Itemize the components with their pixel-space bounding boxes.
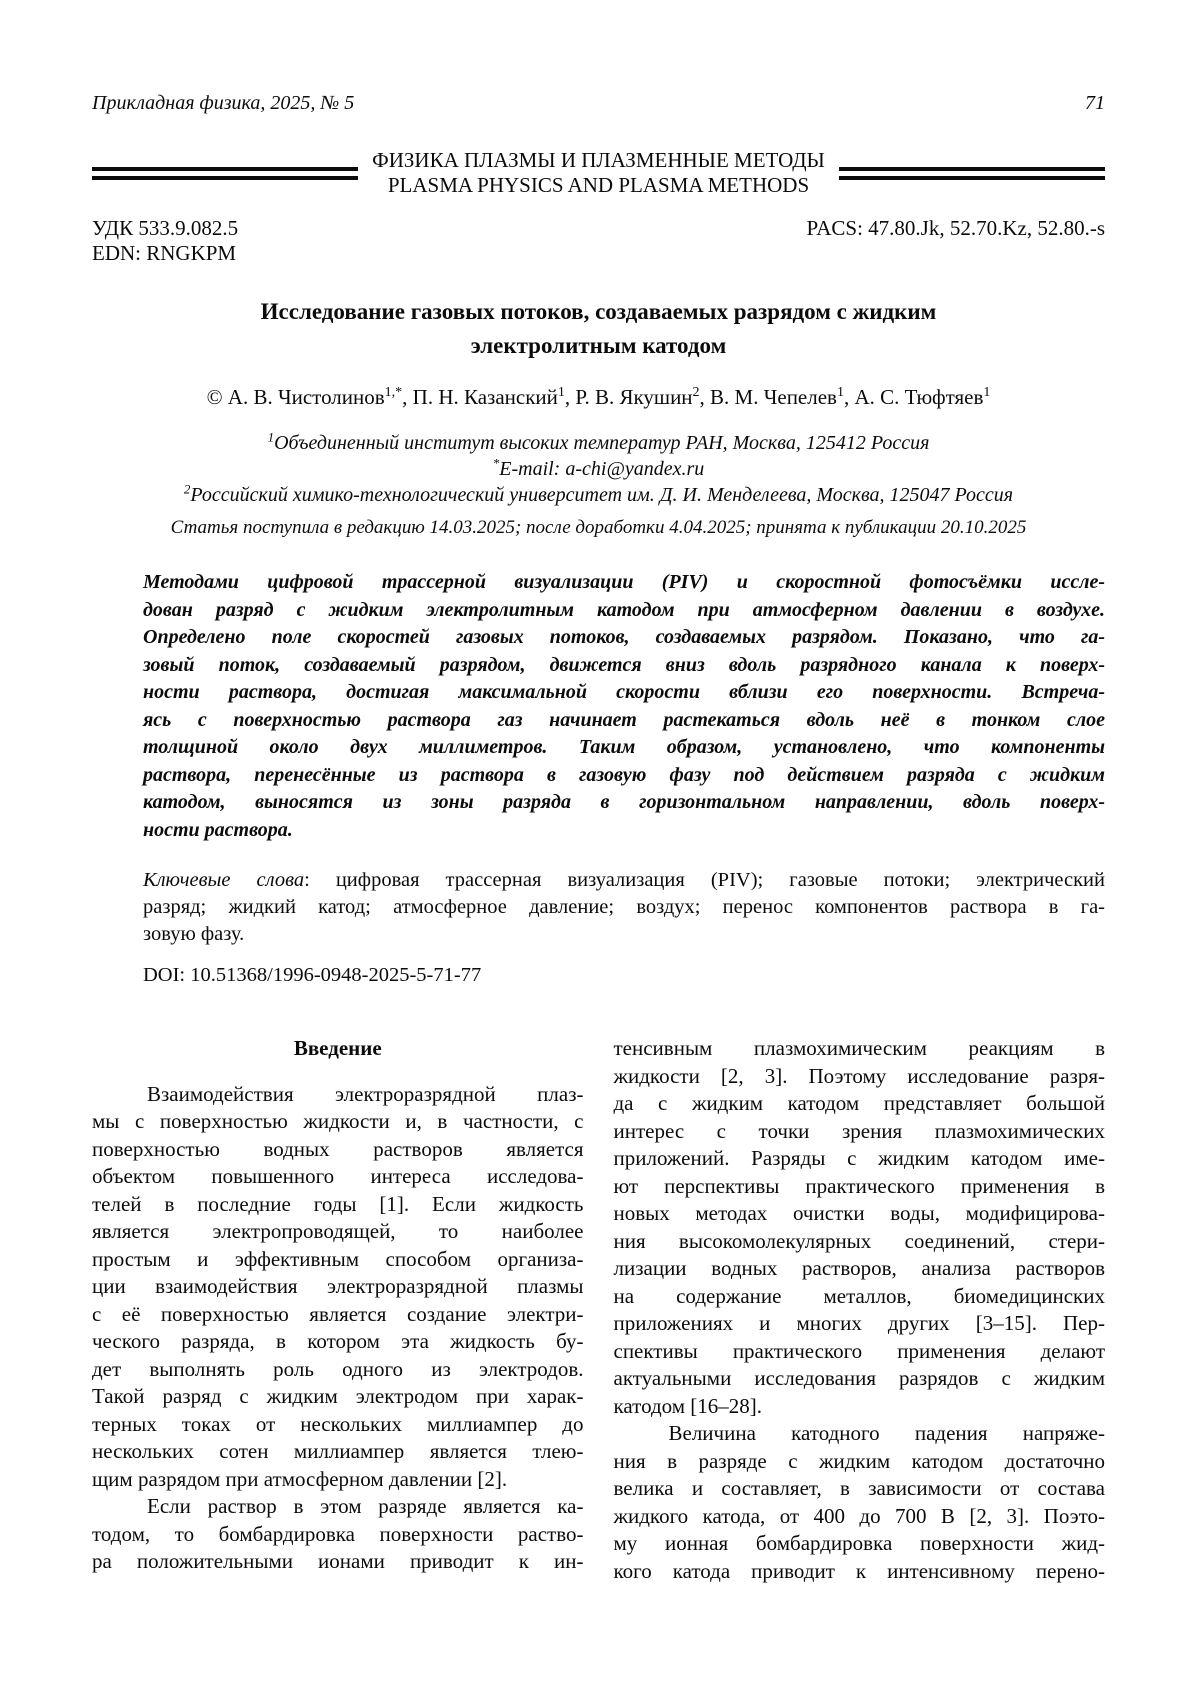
article-title-line-2: электролитным катодом [470,333,727,358]
author-name: А. В. Чистолинов [227,385,385,409]
paragraph: Взаимодействия электроразрядной плаз- мы с поверхностью жидкости и, в частности, с поверхностью водных растворов является объектом повышенного интереса исследова- телей в последние годы [1]. Если жидкость является электропроводящей, то наиболее простым и эффективным способом организа- ции взаимодействия электроразрядной плазмы с её поверхностью является создание электри- ческого разряда, в котором эта жидкость бу- дет выполнять роль одного из электродов. Такой разряд с жидким электродом при харак- терных токах от нескольких миллиампер до нескольких сотен миллиампер является тлею- щим разрядом при атмосферном давлении [2]. [92,1081,584,1491]
author-sup: 2 [692,385,700,400]
affiliations [92,430,1105,508]
article-title-line-1: Исследование газовых потоков, создаваемых разрядом с жидким [260,299,937,324]
banner-rule-left [92,167,358,180]
intro-heading: Введение [293,1036,382,1060]
keywords-lead: Ключевые слова [143,869,305,891]
email-line: *E-mail: a-chi@yandex.ru [492,455,705,480]
body-columns [92,1035,1105,1585]
page-number: 71 [1085,92,1105,114]
author-name: П. Н. Казанский [412,385,558,409]
codes-left [92,216,238,266]
paragraph: тенсивным плазмохимическим реакциям в жидкости [2, 3]. Поэтому исследование разря- да с жидким катодом представляет большой интерес с точки зрения плазмохимических приложений. Разряды с жидким катодом име- ют перспективы практического применения в новых методах очистки воды, модифицирова- ния высокомолекулярных соединений, стери- лизации водных растворов, анализа растворов на содержание металлов, биомедицинских приложениях и многих других [3–15]. Пер- спективы практического применения делают актуальными исследования разрядов с жидким катодом [16–28]. [613,1036,1105,1418]
left-column [92,1035,584,1585]
paragraph: Если раствор в этом разряде является ка- тодом, то бомбардировка поверхности раство- ра положительными ионами приводит к ин- [92,1494,584,1573]
section-banner-text [372,148,825,198]
author-name: А. С. Тюфтяев [854,385,984,409]
abstract-text: Методами цифровой трассерной визуализации (PIV) и скоростной фотосъёмки иссле- дован разряд с жидким электролитным катодом при атмосферном давлении в воздухе. Определено поле скоростей газовых потоков, создаваемых разрядом. Показано, что га- зовый поток, создаваемый разрядом, движется вниз вдоль разрядного канала к поверх- ности раствора, достигая максимальной скорости вблизи его поверхности. Встреча- ясь с поверхностью раствора газ начинает растекаться вдоль неё в тонком слое толщиной около двух миллиметров. Таким образом, установлено, что компоненты раствора, перенесённые из раствора в газовую фазу под действием разряда с жидким катодом, выносятся из зоны разряда в горизонтальном направлении, вдоль поверх- ности раствора. [143,571,1105,841]
author-separator: , [699,385,711,409]
right-column [614,1035,1106,1585]
affiliation-sup: 2 [183,481,191,497]
author-name: В. М. Чепелев [710,385,837,409]
affiliation-2: $^2$Российский химико-технологический университет им. Д. И. Менделеева, Москва, 125047 Россия [183,481,1014,506]
running-header [92,90,1105,116]
author-sup: 1,* [384,385,403,400]
author-sup: 1 [557,385,565,400]
codes-row [92,216,1105,266]
edn-code: EDN: RNGKPM [92,241,237,265]
author-sup: 1 [983,385,991,400]
section-banner [92,148,1105,198]
received-line: Статья поступила в редакцию 14.03.2025; после доработки 4.04.2025; принята к публикации 20.10.2025 [170,517,1027,538]
email-sup: * [492,455,500,471]
banner-rule-right [839,167,1105,180]
article-title [92,295,1105,363]
udk-code: УДК 533.9.082.5 [92,216,239,240]
author-name: Р. В. Якушин [575,385,693,409]
copyright-sign: © [206,385,228,409]
author-sup: 1 [836,385,844,400]
section-title-ru: ФИЗИКА ПЛАЗМЫ И ПЛАЗМЕННЫЕ МЕТОДЫ [372,148,825,172]
authors-line [92,383,1105,411]
journal-title: Прикладная физика, 2025, № 5 [92,92,355,114]
author-separator: , [402,385,413,409]
pacs-code: PACS: 47.80.Jk, 52.70.Kz, 52.80.-s [806,216,1105,240]
doi-line: DOI: 10.51368/1996-0948-2025-5-71-77 [143,964,482,986]
author-separator: , [564,385,576,409]
section-title-en: PLASMA PHYSICS AND PLASMA METHODS [387,173,810,197]
keywords-line-1 [143,867,1105,894]
author-separator: , [843,385,855,409]
affiliation-sup: 1 [267,429,275,445]
paragraph: Величина катодного падения напряже- ния в разряде с жидким катодом достаточно велика и составляет, в зависимости от состава жидкого катода, от 400 до 700 В [2, 3]. Поэто- му ионная бомбардировка поверхности жид- кого катода приводит к интенсивному перено- [613,1421,1105,1583]
keywords-rest: : цифровая трассерная визуализация (PIV); газовые потоки; электрический [304,869,1105,891]
affiliation-1: $^1$Объединенный институт высоких температур РАН, Москва, 125412 Россия [267,429,930,454]
keywords-block: Ключевые слова: цифровая трассерная визуализация (PIV); газовые потоки; электрический разряд; жидкий катод; атмосферное давление; воздух; перенос компонентов раствора в га- зовую фазу. [143,869,1105,945]
